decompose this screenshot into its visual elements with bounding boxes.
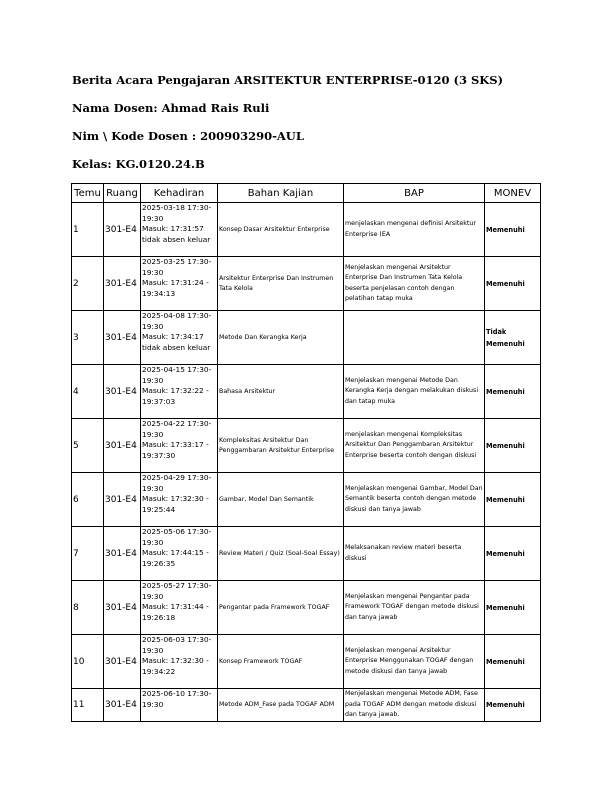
column-header-monev: MONEV xyxy=(485,184,541,203)
kehadiran-line: 19:25:44 xyxy=(142,504,176,514)
lecturer-id: Nim \ Kode Dosen : 200903290-AUL xyxy=(72,129,304,143)
cell-temu: 7 xyxy=(72,527,104,581)
cell-bap xyxy=(344,311,485,365)
cell-bap: Menjelaskan mengenai Arsitektur Enterprise Dan Instrumen Tata Kelola beserta penjelasan contoh dengan pelatihan tatap muka xyxy=(344,257,485,311)
kehadiran-line: 19:30 xyxy=(142,213,164,223)
table-row xyxy=(72,527,541,581)
kehadiran-line: 19:30 xyxy=(142,591,164,601)
cell-kehadiran xyxy=(141,635,218,689)
cell-bap: Menjelaskan mengenai Metode Dan Kerangka Kerja dengan melakukan diskusi dan tatap muka xyxy=(344,365,485,419)
cell-kehadiran xyxy=(141,527,218,581)
cell-bap: Menjelaskan mengenai Metode ADM, Fase pada TOGAF ADM dengan metode diskusi dan tanya jawab. xyxy=(344,689,485,722)
cell-ruang: 301-E4 xyxy=(104,635,141,689)
cell-kehadiran xyxy=(141,311,218,365)
kehadiran-line: 2025-03-25 17:30- xyxy=(142,257,212,266)
cell-monev: Memenuhi xyxy=(485,365,541,419)
kehadiran-line: 2025-04-08 17:30- xyxy=(142,311,212,320)
kehadiran-line: 2025-04-22 17:30- xyxy=(142,419,212,428)
cell-temu: 1 xyxy=(72,203,104,257)
kehadiran-line: 19:30 xyxy=(142,429,164,439)
cell-bahan-kajian: Review Materi / Quiz (Soal-Soal Essay) xyxy=(218,527,344,581)
cell-kehadiran xyxy=(141,689,218,722)
cell-ruang: 301-E4 xyxy=(104,473,141,527)
cell-monev: Memenuhi xyxy=(485,581,541,635)
kehadiran-line: Masuk: 17:32:22 - xyxy=(142,386,209,395)
cell-monev: Memenuhi xyxy=(485,473,541,527)
kehadiran-line: 19:30 xyxy=(142,375,164,385)
cell-kehadiran xyxy=(141,473,218,527)
kehadiran-line: Masuk: 17:31:57 xyxy=(142,224,204,233)
cell-temu: 4 xyxy=(72,365,104,419)
cell-ruang: 301-E4 xyxy=(104,689,141,722)
cell-bahan-kajian: Gambar, Model Dan Semantik xyxy=(218,473,344,527)
cell-monev: Memenuhi xyxy=(485,203,541,257)
cell-ruang: 301-E4 xyxy=(104,581,141,635)
cell-bap: Menjelaskan mengenai Gambar, Model Dan Semantik beserta contoh dengan metode diskusi dan tanya jawab xyxy=(344,473,485,527)
kehadiran-line: 19:30 xyxy=(142,645,164,655)
cell-bap: menjelaskan mengenai definisi Arsitektur Enterprise (EA xyxy=(344,203,485,257)
kehadiran-line: 2025-04-29 17:30- xyxy=(142,473,212,482)
kehadiran-line: 2025-05-27 17:30- xyxy=(142,581,212,590)
cell-ruang: 301-E4 xyxy=(104,419,141,473)
kehadiran-line: Masuk: 17:33:17 - xyxy=(142,440,209,449)
cell-monev: Memenuhi xyxy=(485,635,541,689)
kehadiran-line: 19:30 xyxy=(142,537,164,547)
kehadiran-line: 19:30 xyxy=(142,321,164,331)
column-header-bap: BAP xyxy=(344,184,485,203)
cell-bahan-kajian: Konsep Dasar Arsitektur Enterprise xyxy=(218,203,344,257)
kehadiran-line: 2025-04-15 17:30- xyxy=(142,365,212,374)
kehadiran-line: 19:30 xyxy=(142,699,164,709)
cell-kehadiran xyxy=(141,365,218,419)
cell-ruang: 301-E4 xyxy=(104,527,141,581)
kehadiran-line: 19:37:30 xyxy=(142,450,176,460)
cell-bahan-kajian: Kompleksitas Arsitektur Dan Penggambaran Arsitektur Enterprise xyxy=(218,419,344,473)
kehadiran-line: 19:34:22 xyxy=(142,666,176,676)
cell-temu: 11 xyxy=(72,689,104,722)
cell-bap: menjelaskan mengenai Kompleksitas Arsitektur Dan Penggambaran Arsitektur Enterprise beserta contoh dengan diskusi xyxy=(344,419,485,473)
kehadiran-line: tidak absen keluar xyxy=(142,342,211,352)
table-row xyxy=(72,419,541,473)
table-row xyxy=(72,689,541,722)
cell-temu: 5 xyxy=(72,419,104,473)
cell-monev: Memenuhi xyxy=(485,527,541,581)
cell-monev: Memenuhi xyxy=(485,419,541,473)
column-header-kehadiran: Kehadiran xyxy=(141,184,218,203)
attendance-table xyxy=(71,183,541,722)
cell-ruang: 301-E4 xyxy=(104,257,141,311)
kehadiran-line: 19:30 xyxy=(142,483,164,493)
kehadiran-line: Masuk: 17:44:15 - xyxy=(142,548,209,557)
column-header-ruang: Ruang xyxy=(104,184,141,203)
kehadiran-line: tidak absen keluar xyxy=(142,234,211,244)
cell-bap: Menjelaskan mengenai Arsitektur Enterprise Menggunakan TOGAF dengan metode diskusi dan tanya jawab xyxy=(344,635,485,689)
cell-bahan-kajian: Metode ADM_Fase pada TOGAF ADM xyxy=(218,689,344,722)
table-row xyxy=(72,365,541,419)
cell-monev: Tidak Memenuhi xyxy=(485,311,541,365)
cell-monev: Memenuhi xyxy=(485,689,541,722)
kehadiran-line: Masuk: 17:31:24 - xyxy=(142,278,209,287)
cell-kehadiran xyxy=(141,419,218,473)
cell-kehadiran xyxy=(141,203,218,257)
kehadiran-line: 19:26:35 xyxy=(142,558,176,568)
kehadiran-line: 2025-06-10 17:30- xyxy=(142,689,212,698)
table-row xyxy=(72,257,541,311)
table-row xyxy=(72,581,541,635)
kehadiran-line: 19:37:03 xyxy=(142,396,176,406)
column-header-bahan-kajian: Bahan Kajian xyxy=(218,184,344,203)
cell-temu: 8 xyxy=(72,581,104,635)
cell-bahan-kajian: Metode Dan Kerangka Kerja xyxy=(218,311,344,365)
kehadiran-line: Masuk: 17:31:44 - xyxy=(142,602,209,611)
kehadiran-line: 19:34:13 xyxy=(142,288,176,298)
cell-temu: 3 xyxy=(72,311,104,365)
table-row xyxy=(72,635,541,689)
kehadiran-line: 19:26:18 xyxy=(142,612,176,622)
column-header-temu: Temu xyxy=(72,184,104,203)
document-title: Berita Acara Pengajaran ARSITEKTUR ENTERPRISE-0120 (3 SKS) xyxy=(72,73,504,87)
kehadiran-line: 2025-05-06 17:30- xyxy=(142,527,212,536)
cell-temu: 10 xyxy=(72,635,104,689)
cell-bahan-kajian: Bahasa Arsitektur xyxy=(218,365,344,419)
cell-kehadiran xyxy=(141,581,218,635)
kehadiran-line: Masuk: 17:32:30 - xyxy=(142,494,209,503)
table-row xyxy=(72,311,541,365)
cell-temu: 2 xyxy=(72,257,104,311)
table-header-row xyxy=(72,184,541,203)
cell-bap: Melaksanakan review materi beserta diskusi xyxy=(344,527,485,581)
cell-ruang: 301-E4 xyxy=(104,203,141,257)
cell-bap: Menjelaskan mengenai Pengantar pada Framework TOGAF dengan metode diskusi dan tanya jawab xyxy=(344,581,485,635)
kehadiran-line: 2025-06-03 17:30- xyxy=(142,635,212,644)
cell-bahan-kajian: Arsitektur Enterprise Dan Instrumen Tata Kelola xyxy=(218,257,344,311)
table-row xyxy=(72,473,541,527)
cell-temu: 6 xyxy=(72,473,104,527)
cell-ruang: 301-E4 xyxy=(104,365,141,419)
kehadiran-line: 2025-03-18 17:30- xyxy=(142,203,212,212)
class-code: Kelas: KG.0120.24.B xyxy=(72,157,205,171)
lecturer-name: Nama Dosen: Ahmad Rais Ruli xyxy=(72,101,270,115)
cell-kehadiran xyxy=(141,257,218,311)
cell-monev: Memenuhi xyxy=(485,257,541,311)
table-row xyxy=(72,203,541,257)
cell-bahan-kajian: Konsep Framework TOGAF xyxy=(218,635,344,689)
kehadiran-line: 19:30 xyxy=(142,267,164,277)
table-body xyxy=(72,203,541,722)
kehadiran-line: Masuk: 17:34:17 xyxy=(142,332,204,341)
kehadiran-line: Masuk: 17:32:30 - xyxy=(142,656,209,665)
cell-bahan-kajian: Pengantar pada Framework TOGAF xyxy=(218,581,344,635)
cell-ruang: 301-E4 xyxy=(104,311,141,365)
